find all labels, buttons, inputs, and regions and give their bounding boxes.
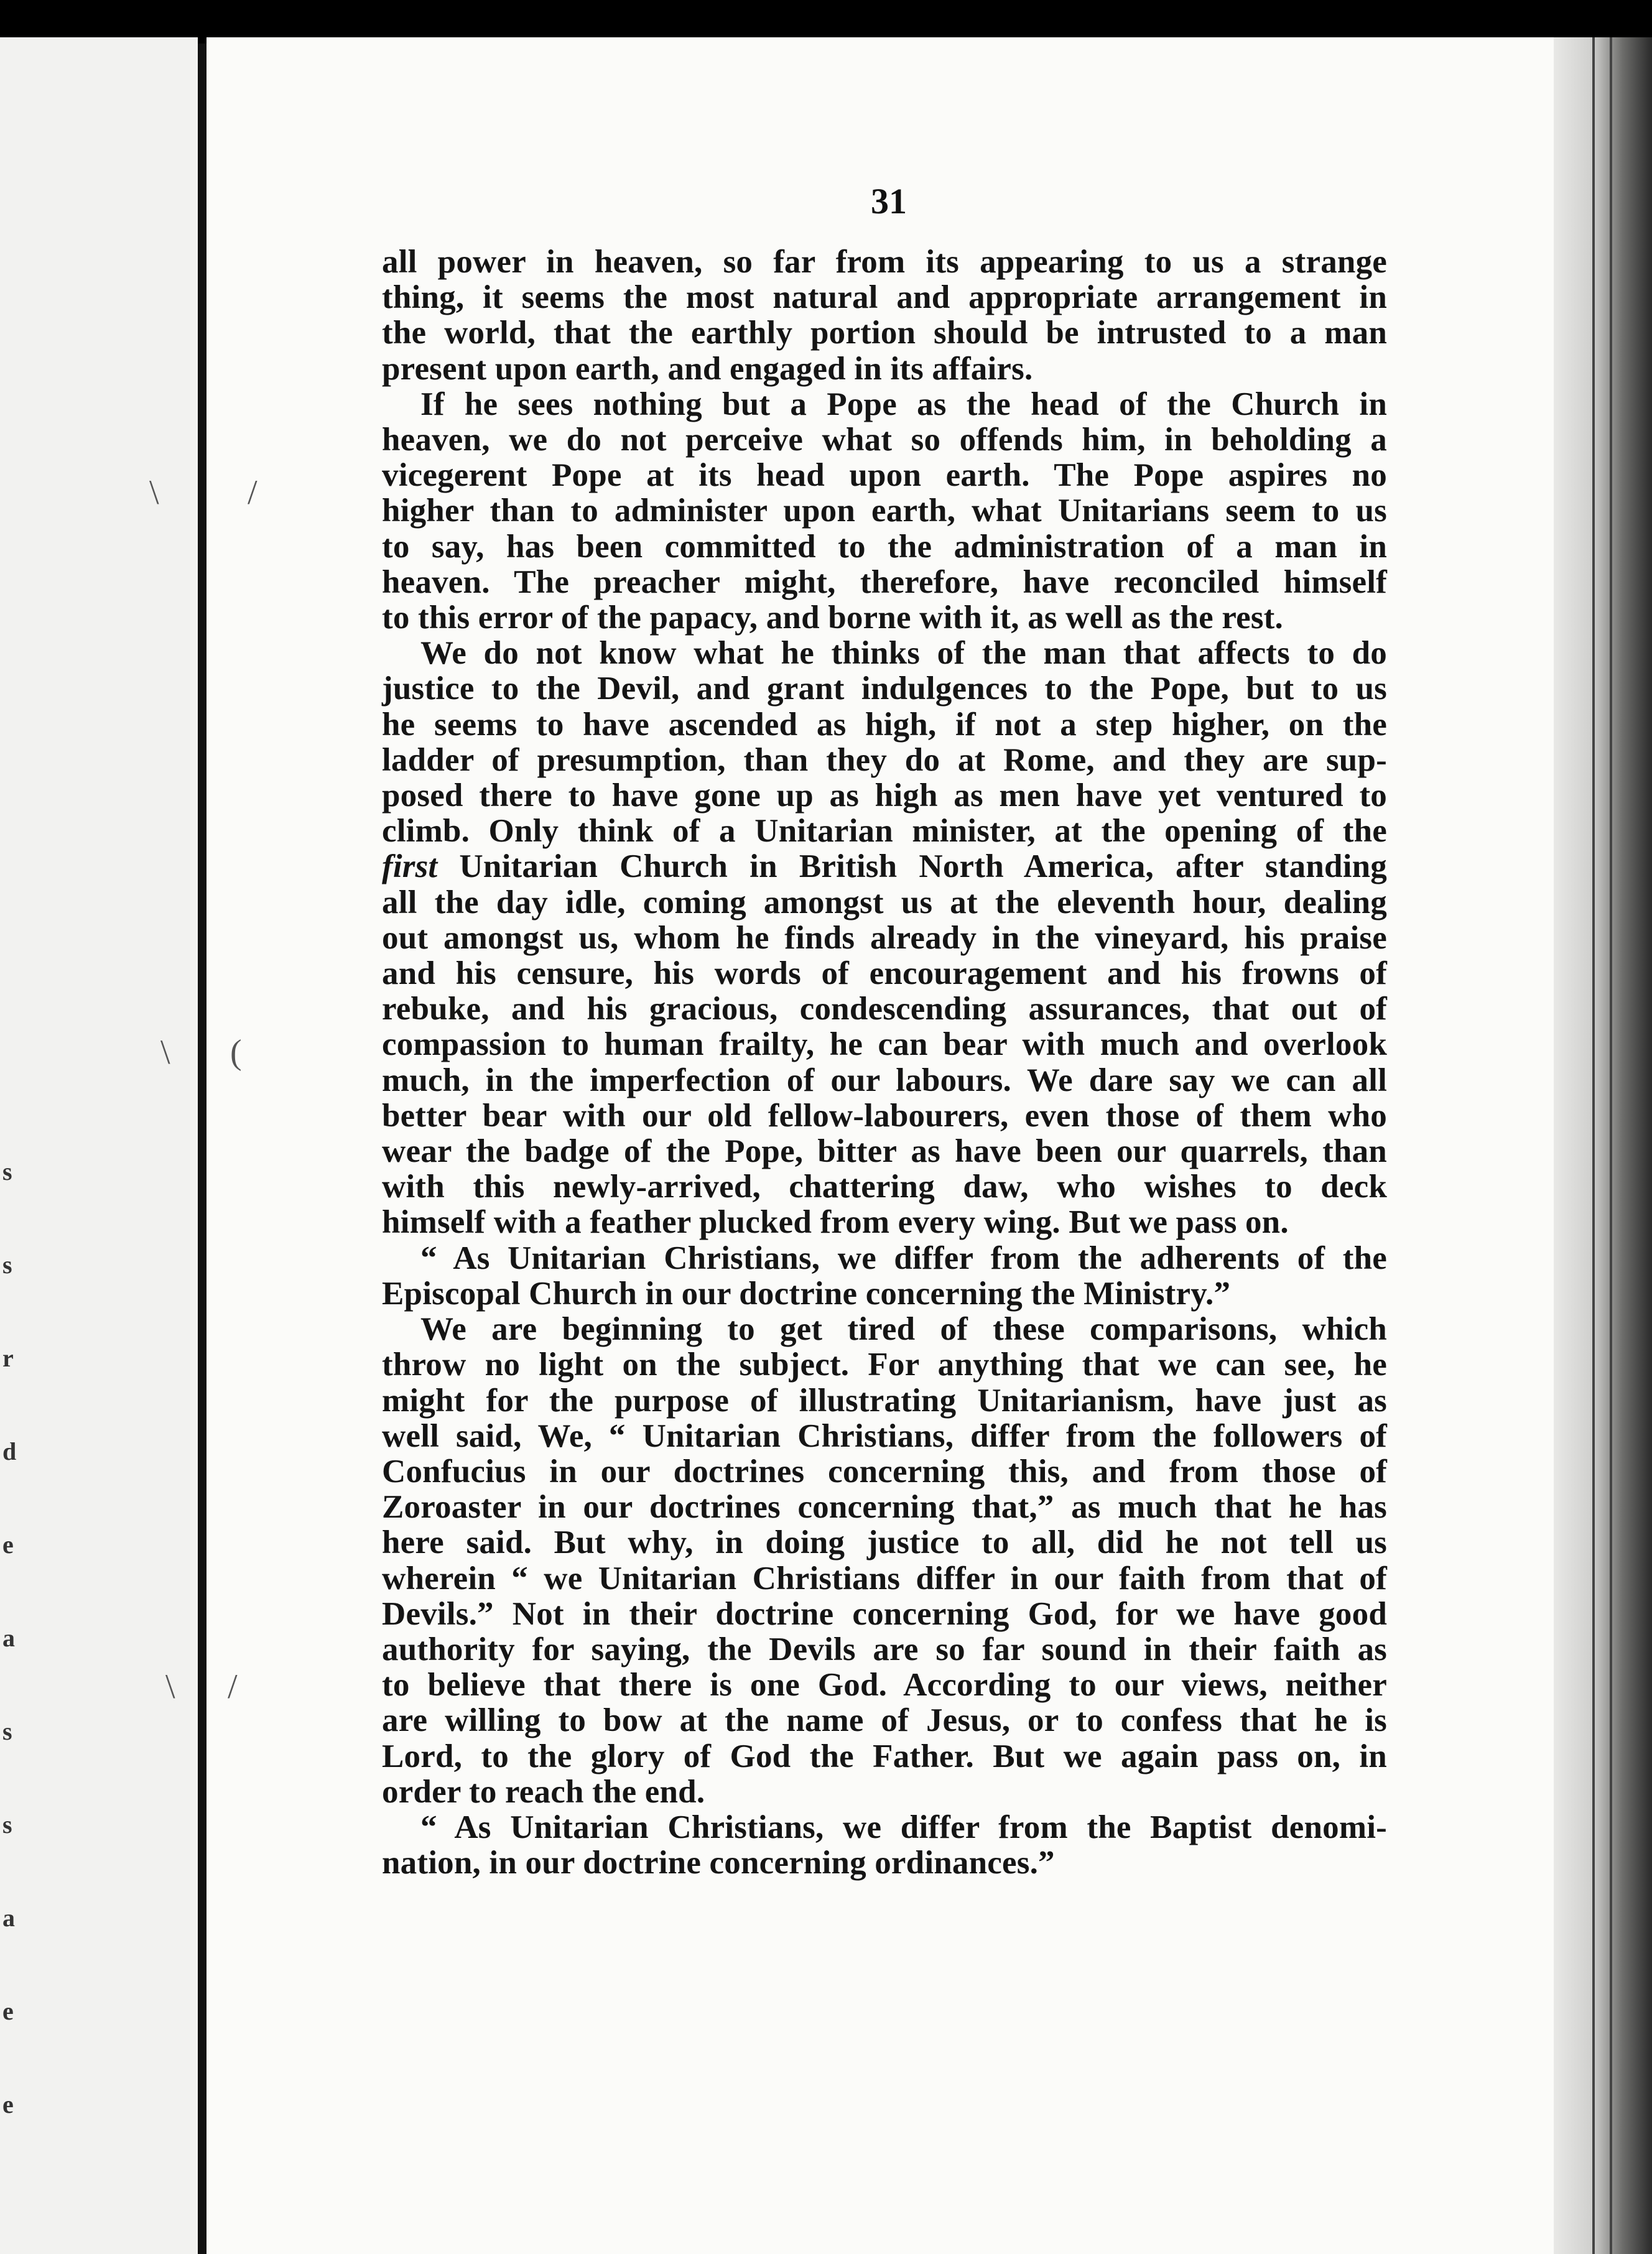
text-line: and his censure, his words of encouragement and his frowns of	[382, 955, 1387, 992]
text-line: to this error of the papacy, and borne with it, as well as the rest.	[382, 600, 1283, 636]
text-line: all power in heaven, so far from its appearing to us a strange	[382, 244, 1387, 280]
text-line: “ As Unitarian Christians, we differ from the adherents of the	[420, 1240, 1387, 1276]
text-line: throw no light on the subject. For anything that we can see, he	[382, 1347, 1387, 1383]
previous-page-margin	[0, 37, 198, 2254]
stray-mark: (	[230, 1033, 242, 1072]
text-line: nation, in our doctrine concerning ordinances.”	[382, 1845, 1055, 1881]
page-stack-edge	[1554, 37, 1652, 2254]
text-line: out amongst us, whom he finds already in the vineyard, his praise	[382, 919, 1387, 956]
edge-stripe	[1610, 37, 1612, 2254]
text-line: all the day idle, coming amongst us at the eleventh hour, dealing	[382, 884, 1387, 921]
margin-fragment: s	[2, 1251, 12, 1279]
text-line: compassion to human frailty, he can bear with much and overlook	[382, 1026, 1387, 1063]
text-line: might for the purpose of illustrating Unitarianism, have just as	[382, 1382, 1387, 1419]
text-line: “ As Unitarian Christians, we differ from the Baptist denomi-	[420, 1809, 1387, 1845]
text-line: he seems to have ascended as high, if not a step higher, on the	[382, 706, 1387, 743]
text-line: the world, that the earthly portion should be intrusted to a man	[382, 315, 1387, 351]
margin-fragment: s	[2, 1157, 12, 1185]
text-line: himself with a feather plucked from every wing. But we pass on.	[382, 1204, 1289, 1241]
text-line: heaven, we do not perceive what so offends him, in beholding a	[382, 422, 1387, 458]
text-line: thing, it seems the most natural and appropriate arrangement in	[382, 279, 1387, 316]
margin-fragment: a	[2, 1624, 15, 1652]
text-line: heaven. The preacher might, therefore, have reconciled himself	[382, 564, 1387, 600]
text-line: with this newly-arrived, chattering daw, who wishes to deck	[382, 1169, 1387, 1205]
text-line: climb. Only think of a Unitarian minister, at the opening of the	[382, 813, 1387, 850]
margin-fragment: e	[2, 2090, 14, 2118]
stray-mark: \	[165, 1667, 175, 1706]
text-line	[382, 849, 1387, 884]
text-line: If he sees nothing but a Pope as the head of the Church in	[420, 386, 1387, 422]
text-line: ladder of presumption, than they do at Rome, and they are sup-	[382, 741, 1387, 778]
text-line: better bear with our old fellow-labourers, even those of them who	[382, 1097, 1387, 1134]
body-text	[382, 244, 1387, 1881]
margin-fragment: s	[2, 1811, 12, 1839]
margin-fragment: d	[2, 1437, 17, 1465]
text-line: much, in the imperfection of our labours. We dare say we can all	[382, 1062, 1387, 1098]
text-line: rebuke, and his gracious, condescending assurances, that out of	[382, 991, 1387, 1027]
text-line: Devils.” Not in their doctrine concerning God, for we have good	[382, 1595, 1387, 1632]
text-line: are willing to bow at the name of Jesus, or to confess that he is	[382, 1702, 1387, 1739]
text-line-rest: Unitarian Church in British North America, after standing	[437, 848, 1387, 885]
text-line: to say, has been committed to the administration of a man in	[382, 528, 1387, 565]
text-line: wear the badge of the Pope, bitter as have been our quarrels, than	[382, 1133, 1387, 1170]
margin-fragments	[0, 37, 19, 2254]
stray-mark: \	[149, 473, 159, 512]
text-line: vicegerent Pope at its head upon earth. The Pope aspires no	[382, 457, 1387, 494]
text-line: Episcopal Church in our doctrine concerning the Ministry.”	[382, 1275, 1231, 1312]
text-line: order to reach the end.	[382, 1773, 705, 1810]
italic-word: first	[382, 848, 438, 885]
margin-fragment: r	[2, 1344, 14, 1372]
text-line: present upon earth, and engaged in its affairs.	[382, 350, 1033, 387]
gutter-rule	[198, 44, 206, 2254]
text-line: wherein “ we Unitarian Christians differ in our faith from that of	[382, 1560, 1387, 1597]
page-number: 31	[871, 181, 907, 221]
text-line: Zoroaster in our doctrines concerning that,” as much that he has	[382, 1489, 1387, 1526]
stray-mark: /	[228, 1667, 238, 1706]
text-line: Confucius in our doctrines concerning this, and from those of	[382, 1453, 1387, 1490]
text-line: here said. But why, in doing justice to all, did he not tell us	[382, 1524, 1387, 1561]
stray-mark: /	[248, 473, 258, 512]
margin-fragment: a	[2, 1904, 15, 1932]
margin-fragment: e	[2, 1997, 14, 2025]
text-line: well said, We, “ Unitarian Christians, differ from the followers of	[382, 1417, 1387, 1454]
margin-fragment: e	[2, 1531, 14, 1559]
text-line: We do not know what he thinks of the man that affects to do	[420, 635, 1387, 672]
text-line: justice to the Devil, and grant indulgences to the Pope, but to us	[382, 670, 1387, 707]
margin-fragment: s	[2, 1717, 12, 1745]
text-line: authority for saying, the Devils are so far sound in their faith as	[382, 1631, 1387, 1667]
text-line: We are beginning to get tired of these comparisons, which	[420, 1311, 1387, 1348]
edge-stripe	[1592, 37, 1595, 2254]
stray-mark: \	[160, 1033, 170, 1072]
text-line: Lord, to the glory of God the Father. But we again pass on, in	[382, 1738, 1387, 1774]
text-line: posed there to have gone up as high as men have yet ventured to	[382, 777, 1387, 814]
text-line: higher than to administer upon earth, what Unitarians seem to us	[382, 493, 1387, 529]
text-line: to believe that there is one God. According to our views, neither	[382, 1667, 1387, 1704]
